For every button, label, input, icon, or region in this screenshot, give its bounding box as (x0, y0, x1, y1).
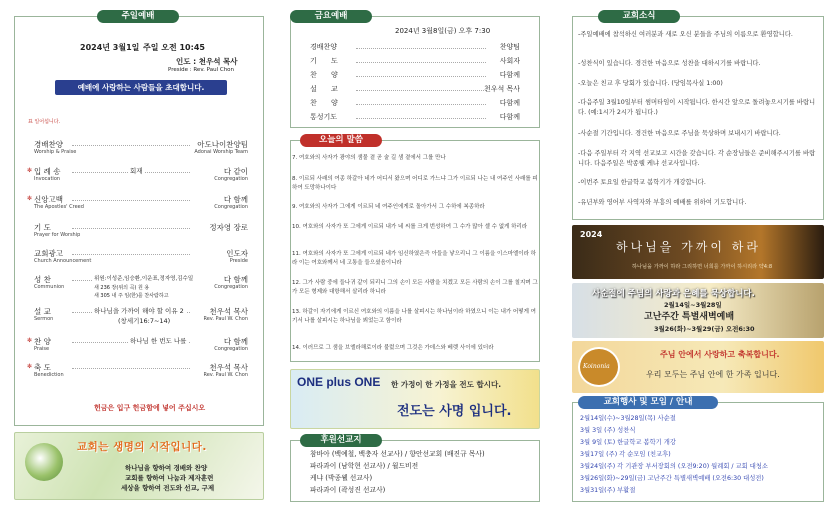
order-item-name: 입 례 송 (34, 167, 61, 176)
banner-line-3: 세상을 향하여 전도와 선교, 구제 (121, 484, 215, 492)
news-item: -주일예배에 참석하신 여러분과 새로 오신 분들을 주님의 이름으로 환영합니다. (578, 31, 793, 38)
friday-item-name: 기 도 (310, 57, 344, 65)
order-item-name-en: Praise (34, 346, 50, 352)
welcome-text: 예배에 사랑하는 사람들을 초대합니다. (77, 83, 205, 92)
banner-line-2: 교회를 향하여 나눔과 제자훈련 (125, 474, 214, 482)
koinonia-banner (572, 341, 824, 393)
order-item-name-en: Benediction (34, 372, 64, 378)
friday-item-leader: 다함께 (499, 71, 520, 79)
order-item-name: 기 도 (34, 223, 51, 232)
order-item-leader: 천우석 목사 (209, 363, 248, 372)
dotted-leader (356, 48, 486, 49)
missionary-item: 파라과이 (남학현 선교사) / 월드비전 (310, 462, 419, 470)
sunday-worship-title: 주일예배 (97, 10, 179, 23)
event-item: 3월 3일 (주) 성찬식 (580, 427, 636, 434)
sunday-date: 2024년 3월1일 (80, 43, 140, 52)
dotted-leader (72, 254, 190, 255)
sunday-preacher: 인도 : 천우석 목사 (176, 57, 238, 66)
order-item-leader: 인도자 (226, 249, 248, 258)
koinonia-logo (578, 347, 620, 387)
order-item-name: 설 교 (34, 307, 51, 316)
today-word-title: 오늘의 말씀 (300, 134, 382, 147)
news-item: -오늘은 친교 후 당회가 있습니다. (당임목사실 1:00) (578, 80, 723, 87)
lent-date: 2월14일~3월28일 (664, 301, 722, 309)
dotted-leader (72, 145, 190, 146)
order-item-leader: 다 함께 (223, 275, 248, 284)
order-item-detail-2: 새 236 장(위의 곡) 원 용 (94, 285, 150, 291)
scripture-verse: 14. 이러므로 그 샘을 브엘라해로이라 불렀으며 그것은 가데스와 베렛 사이에 있더라 (292, 345, 494, 351)
order-item-name-en: Sermon (34, 316, 54, 322)
church-logo-icon (25, 443, 63, 481)
draw-near-title: 하나님을 가까이 하라 (616, 240, 761, 254)
missionary-title: 후원선교지 (300, 434, 382, 447)
sunday-time: 주일 오전 10:45 (143, 43, 205, 52)
event-item: 3월24일(주) 각 기관장 부서장회의 (오전9:20) 월례회 / 교회 대청소 (580, 463, 768, 470)
dotted-leader (72, 228, 190, 229)
friday-item-name: 통성기도 (310, 113, 338, 121)
banner-line-1: 하나님을 향하여 경배와 찬양 (125, 464, 208, 472)
event-item: 3월17일 (주) 각 순모임 (친교후) (580, 451, 671, 458)
friday-item-name: 찬 양 (310, 99, 344, 107)
order-item-name-en: Invocation (34, 176, 61, 182)
order-item-detail-2: (창세기16:7~14) (118, 317, 171, 325)
event-item: 3월26일(화)~29일(금) 고난주간 특별새벽예배 (오전6:30 대성전) (580, 475, 764, 482)
church-news-title: 교회소식 (598, 10, 680, 23)
scripture-verse: 11. 여호와의 사자가 또 그에게 이르되 네가 임신하였은즉 아들을 낳으리니 그 이름을 이스마엘이라 하라 이는 여호와께서 네 고통을 들으셨음이니라 (292, 251, 536, 266)
order-item-leader-en: Adonai Worship Team (194, 149, 248, 155)
events-title: 교회행사 및 모임 / 안내 (578, 396, 718, 409)
missionary-item: 참바아 (백예철, 백충자 선교사) / 향안선교회 (배진규 목사) (310, 450, 485, 458)
missionary-item: 파라과이 (곽성진 선교사) (310, 486, 386, 494)
order-item-leader: 아도나이찬양팀 (197, 140, 248, 149)
order-item-leader-en: Rev. Paul W. Chon (203, 372, 248, 378)
lent-banner (572, 283, 824, 338)
dotted-leader (356, 76, 486, 77)
order-item-detail: 위원:이성준,임승환,이운표,정자영,김수일 (94, 276, 194, 282)
friday-item-leader: 천우석 목사 (483, 85, 520, 93)
welcome-banner (55, 80, 227, 95)
order-item-leader-en: Congregation (214, 176, 248, 182)
order-item-leader-en: Congregation (214, 284, 248, 290)
standing-star-icon: ✻ (27, 337, 33, 344)
event-item: 3월31일(주) 부활절 (580, 487, 636, 494)
order-item-name: 성 찬 (34, 275, 51, 284)
dotted-leader (356, 118, 486, 119)
order-item-name-en: Prayer for Worship (34, 232, 81, 238)
order-item-leader-en: Congregation (214, 346, 248, 352)
friday-item-leader: 다함께 (499, 99, 520, 107)
friday-item-name: 찬 양 (310, 71, 344, 79)
order-item-detail: 하나님을 가까이 해야 할 이유 2 (94, 307, 184, 315)
order-item-leader: 다 함께 (223, 337, 248, 346)
order-item-name-en: Church Announcement (34, 258, 92, 264)
order-item-leader-en: Preside (229, 258, 248, 264)
order-item-leader: 천우석 목사 (209, 307, 248, 316)
standing-note-text: 표 일어섭니다. (28, 119, 61, 125)
order-item-name-en: The Apostles' Creed (34, 204, 84, 210)
news-item: -사순절 기간입니다. 경건한 마음으로 주님을 묵상하며 보내시기 바랍니다. (578, 130, 781, 137)
friday-date: 2024년 3월8일(금) 오후 7:30 (395, 27, 491, 35)
scripture-verse: 9. 여호와의 사자가 그에게 이르되 네 여주인에게로 돌아가서 그 수하에 복종하라 (292, 204, 485, 210)
event-item: 3월 9일 (토) 한글학교 봄학기 개강 (580, 439, 676, 446)
order-item-detail-3: 새 305 내 주 임(한)를 찬사람하고 (94, 293, 169, 299)
event-item: 2월14일(수)~3월28일(목) 사순절 (580, 415, 676, 422)
scripture-verse: 13. 하갈이 자기에게 이르신 여호와의 이름을 나를 살피시는 하나님이라 하였으니 이는 내가 어떻게 여기서 나를 살피시는 하나님을 뵈었는고 함이라 (292, 309, 536, 324)
missionary-item: 케냐 (박종웰 선교사) (310, 474, 373, 482)
scripture-verse: 7. 여호와의 사자가 광야의 샘물 곁 곧 술 길 샘 곁에서 그를 만나 (292, 155, 446, 161)
order-item-name-en: Worship & Praise (34, 149, 77, 155)
one-plus-one-line-1: 한 가정이 한 가정을 전도 합시다. (391, 380, 502, 389)
order-item-leader: 다 같이 (223, 167, 248, 176)
order-item-name: 신앙고백 (34, 195, 63, 204)
dotted-leader (72, 200, 190, 201)
news-item: -다음 주일부터 각 지역 선교보고 시간을 갖습니다. 각 순장님들은 준비해주시기를 바랍니다. 다음주일은 박종웰 케냐 선교사입니다. (578, 150, 816, 167)
passion-week-title: 고난주간 특별새벽예배 (644, 312, 735, 322)
order-item-leader: 정자영 장로 (209, 223, 248, 232)
one-plus-one-line-2: 전도는 사명 입니다. (397, 404, 512, 419)
sunday-preside: Preside : Rev. Paul Chon (168, 67, 235, 73)
dotted-leader (356, 62, 486, 63)
scripture-verse: 8. 이르되 사래의 여종 하갈아 네가 어디서 왔으며 어디로 가느냐 그가 이르되 나는 내 여주인 사래를 피하여 도망하나이다 (292, 176, 538, 191)
passion-week-times: 3월26(화)~3월29(금) 오전6:30 (654, 325, 755, 333)
scripture-verse: 10. 여호와의 사자가 또 그에게 이르되 내가 네 씨를 크게 번성하여 그 수가 많아 셀 수 없게 하리라 (292, 224, 528, 230)
banner-title: 교회는 생명의 시작입니다. (77, 441, 207, 453)
order-item-leader-en: Rev. Paul W. Chon (203, 316, 248, 322)
order-item-name: 찬 양 (34, 337, 51, 346)
dotted-leader (72, 368, 190, 369)
standing-star-icon: ✻ (27, 167, 33, 174)
church-news-panel (572, 16, 824, 220)
friday-item-leader: 사회자 (499, 57, 520, 65)
draw-near-subtitle: 하나님을 가까이 하라 그리하면 너희를 가까이 하시리라 약4:8 (632, 264, 773, 270)
news-item: -성찬식이 있습니다. 경건한 마음으로 성찬을 대하시기를 바랍니다. (578, 60, 761, 67)
draw-near-banner (572, 225, 824, 279)
friday-item-leader: 찬양팀 (499, 43, 520, 51)
koinonia-line-1: 주님 안에서 사랑하고 축복합니다. (660, 350, 780, 359)
one-plus-one-logo: ONE plus ONE (297, 375, 381, 389)
friday-item-leader: 다함께 (499, 113, 520, 121)
order-item-name: 교회광고 (34, 249, 63, 258)
news-item: -이번주 토요일 한글학교 봄학기가 개강합니다. (578, 179, 706, 186)
order-item-leader-en: Congregation (214, 204, 248, 210)
standing-star-icon: ✻ (27, 363, 33, 370)
standing-note (28, 118, 60, 125)
friday-worship-title: 금요예배 (290, 10, 372, 23)
koinonia-line-2: 우리 모두는 주님 안에 한 가족 입니다. (646, 370, 780, 379)
friday-item-name: 설 교 (310, 85, 344, 93)
order-item-name: 축 도 (34, 363, 51, 372)
scripture-verse: 12. 그가 사람 중에 들나귀 같이 되리니 그의 손이 모든 사람을 치겠고 모든 사람의 손이 그를 칠지며 그가 모든 형제와 대항해서 살리라 하니라 (292, 280, 538, 295)
standing-star-icon: ✻ (27, 195, 33, 202)
one-plus-one-banner (290, 369, 540, 429)
friday-item-name: 경배찬양 (310, 43, 338, 51)
news-item: -유년부와 영어부 사역자와 부흥의 예배를 위하여 기도합니다. (578, 199, 747, 206)
order-item-detail: 회재 (130, 167, 143, 175)
dotted-leader (356, 90, 486, 91)
lent-title: 사순절에 주님의 사랑과 은혜를 묵상합니다. (592, 289, 755, 299)
draw-near-year: 2024 (580, 230, 603, 239)
news-item: -다음주일 3월10일부터 썸머타임이 시작됩니다. 한시간 앞으로 돌려놓으시기를 바랍니다. (예:1시가 2시가 됩니다.) (578, 99, 816, 116)
order-item-name-en: Communion (34, 284, 65, 290)
offering-note: 헌금은 입구 헌금함에 넣어 주십시오 (94, 404, 206, 412)
koinonia-logo-text: Koinonia (583, 363, 610, 370)
order-item-detail: 하나님 한 번도 나를 (130, 337, 187, 345)
dotted-leader (356, 104, 486, 105)
church-life-banner (14, 432, 264, 500)
order-item-name: 경배찬양 (34, 140, 63, 149)
order-item-leader: 다 함께 (223, 195, 248, 204)
